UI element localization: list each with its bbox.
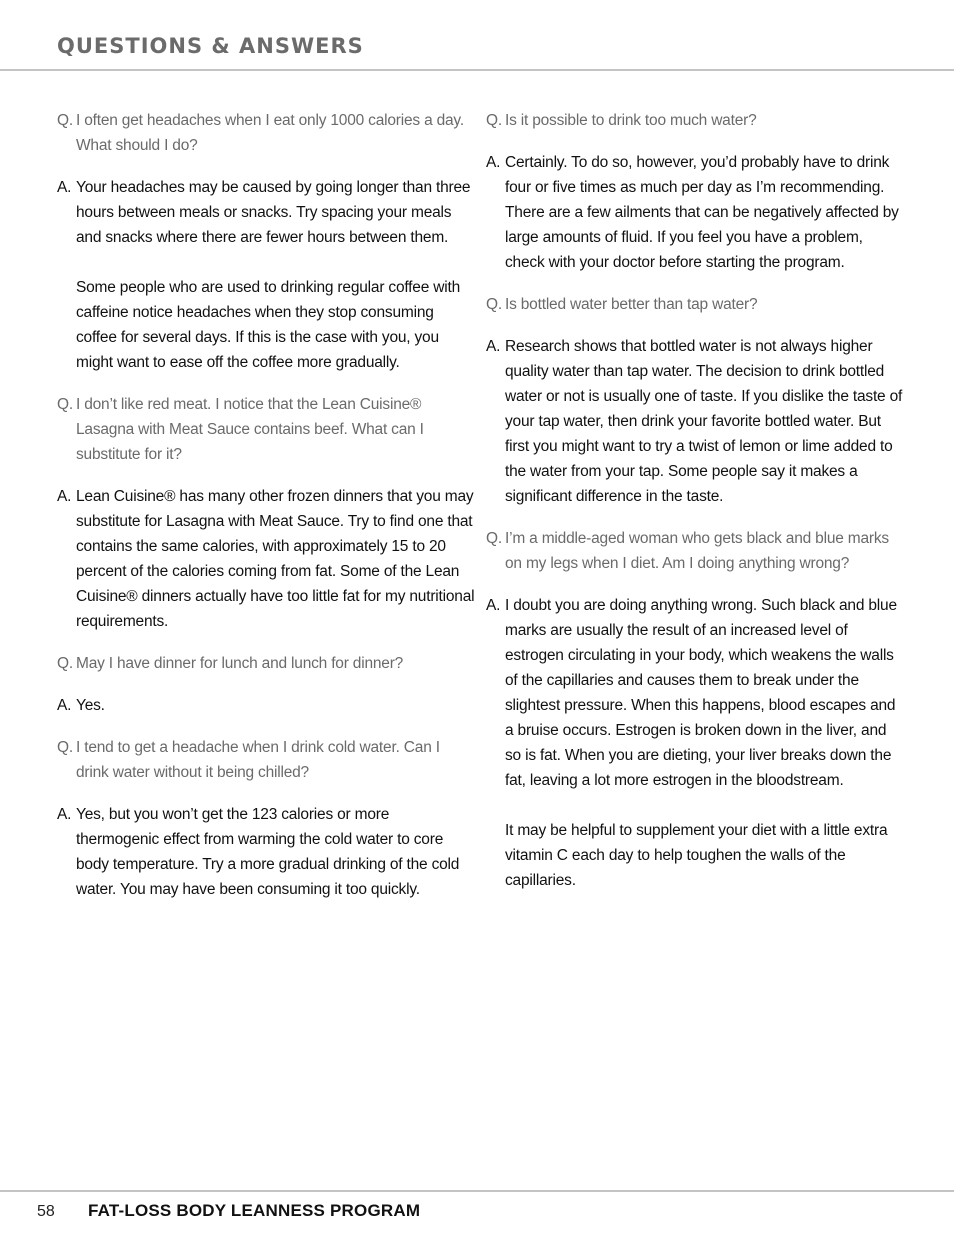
answer-text: Some people who are used to drinking regular coffee with caffeine notice headaches when they stop consuming coffee for several days. If this is the case with you, you might want to ease off the coffee more gradually. xyxy=(76,279,461,371)
question-text: I don’t like red meat. I notice that the Lean Cuisine® Lasagna with Meat Sauce contains beef. What can I substitute for it? xyxy=(76,396,424,463)
right-column xyxy=(486,108,904,910)
answer-marker: A. xyxy=(57,179,72,196)
answer-marker: A. xyxy=(486,338,501,355)
header-divider xyxy=(0,69,954,71)
question-marker: Q. xyxy=(486,296,502,313)
answer-block xyxy=(486,593,904,893)
answer-marker: A. xyxy=(57,697,72,714)
answer-block xyxy=(57,484,475,634)
question-block xyxy=(57,735,475,785)
question-text: I tend to get a headache when I drink cold water. Can I drink water without it being chilled? xyxy=(76,739,440,781)
answer-marker: A. xyxy=(486,597,501,614)
answer-text: Research shows that bottled water is not always higher quality water than tap water. The decision to drink bottled water or not is usually one of taste. If you dislike the taste of your tap water, then drink your favorite bottled water. But first you might want to try a twist of lemon or lime added to the water from your tap. Some people say it makes a significant difference in the taste. xyxy=(505,338,903,505)
answer-text: Your headaches may be caused by going longer than three hours between meals or snacks. Try spacing your meals and snacks where there are fewer hours between them. xyxy=(76,179,471,246)
question-text: I’m a middle-aged woman who gets black and blue marks on my legs when I diet. Am I doing anything wrong? xyxy=(505,530,889,572)
page-title: QUESTIONS & ANSWERS xyxy=(57,34,364,58)
question-text: May I have dinner for lunch and lunch for dinner? xyxy=(76,655,404,672)
question-text: Is bottled water better than tap water? xyxy=(505,296,758,313)
footer-divider xyxy=(0,1190,954,1192)
question-block xyxy=(486,292,904,317)
answer-block xyxy=(57,693,475,718)
answer-marker: A. xyxy=(486,154,501,171)
answer-text: Certainly. To do so, however, you’d probably have to drink four or five times as much per day as I’m recommending. There are a few ailments that can be negatively affected by large amounts of fluid. If you feel you have a problem, check with your doctor before starting the program. xyxy=(505,154,899,271)
answer-text: Yes, but you won’t get the 123 calories or more thermogenic effect from warming the cold water to core body temperature. Try a more gradual drinking of the cold water. You may have been consuming it too quickly. xyxy=(76,806,460,898)
question-marker: Q. xyxy=(57,739,73,756)
question-marker: Q. xyxy=(486,112,502,129)
question-marker: Q. xyxy=(57,655,73,672)
question-text: Is it possible to drink too much water? xyxy=(505,112,757,129)
question-block xyxy=(486,526,904,576)
answer-block xyxy=(486,150,904,275)
answer-block xyxy=(57,175,475,375)
question-block xyxy=(57,108,475,158)
question-block xyxy=(57,392,475,467)
answer-text: I doubt you are doing anything wrong. Such black and blue marks are usually the result of an increased level of estrogen circulating in your body, which weakens the walls of the capillaries and causes them to break under the slightest pressure. When this happens, blood escapes and a bruise occurs. Estrogen is broken down in the liver, and so is fat. When you are dieting, your liver breaks down the fat, leaving a lot more estrogen in the bloodstream. xyxy=(505,597,897,789)
answer-block xyxy=(486,334,904,509)
question-block xyxy=(486,108,904,133)
answer-block xyxy=(57,802,475,902)
left-column xyxy=(57,108,475,919)
footer-title: FAT-LOSS BODY LEANNESS PROGRAM xyxy=(88,1201,421,1220)
question-block xyxy=(57,651,475,676)
answer-text: It may be helpful to supplement your diet with a little extra vitamin C each day to help toughen the walls of the capillaries. xyxy=(505,822,888,889)
question-text: I often get headaches when I eat only 1000 calories a day. What should I do? xyxy=(76,112,464,154)
answer-marker: A. xyxy=(57,806,72,823)
answer-marker: A. xyxy=(57,488,72,505)
page-number: 58 xyxy=(37,1203,55,1220)
question-marker: Q. xyxy=(486,530,502,547)
answer-text: Lean Cuisine® has many other frozen dinners that you may substitute for Lasagna with Meat Sauce. Try to find one that contains the same calories, with approximately 15 to 20 percent of the calories coming from fat. Some of the Lean Cuisine® dinners actually have too little fat for my nutritional requirements. xyxy=(76,488,475,630)
question-marker: Q. xyxy=(57,396,73,413)
question-marker: Q. xyxy=(57,112,73,129)
answer-text: Yes. xyxy=(76,697,105,714)
